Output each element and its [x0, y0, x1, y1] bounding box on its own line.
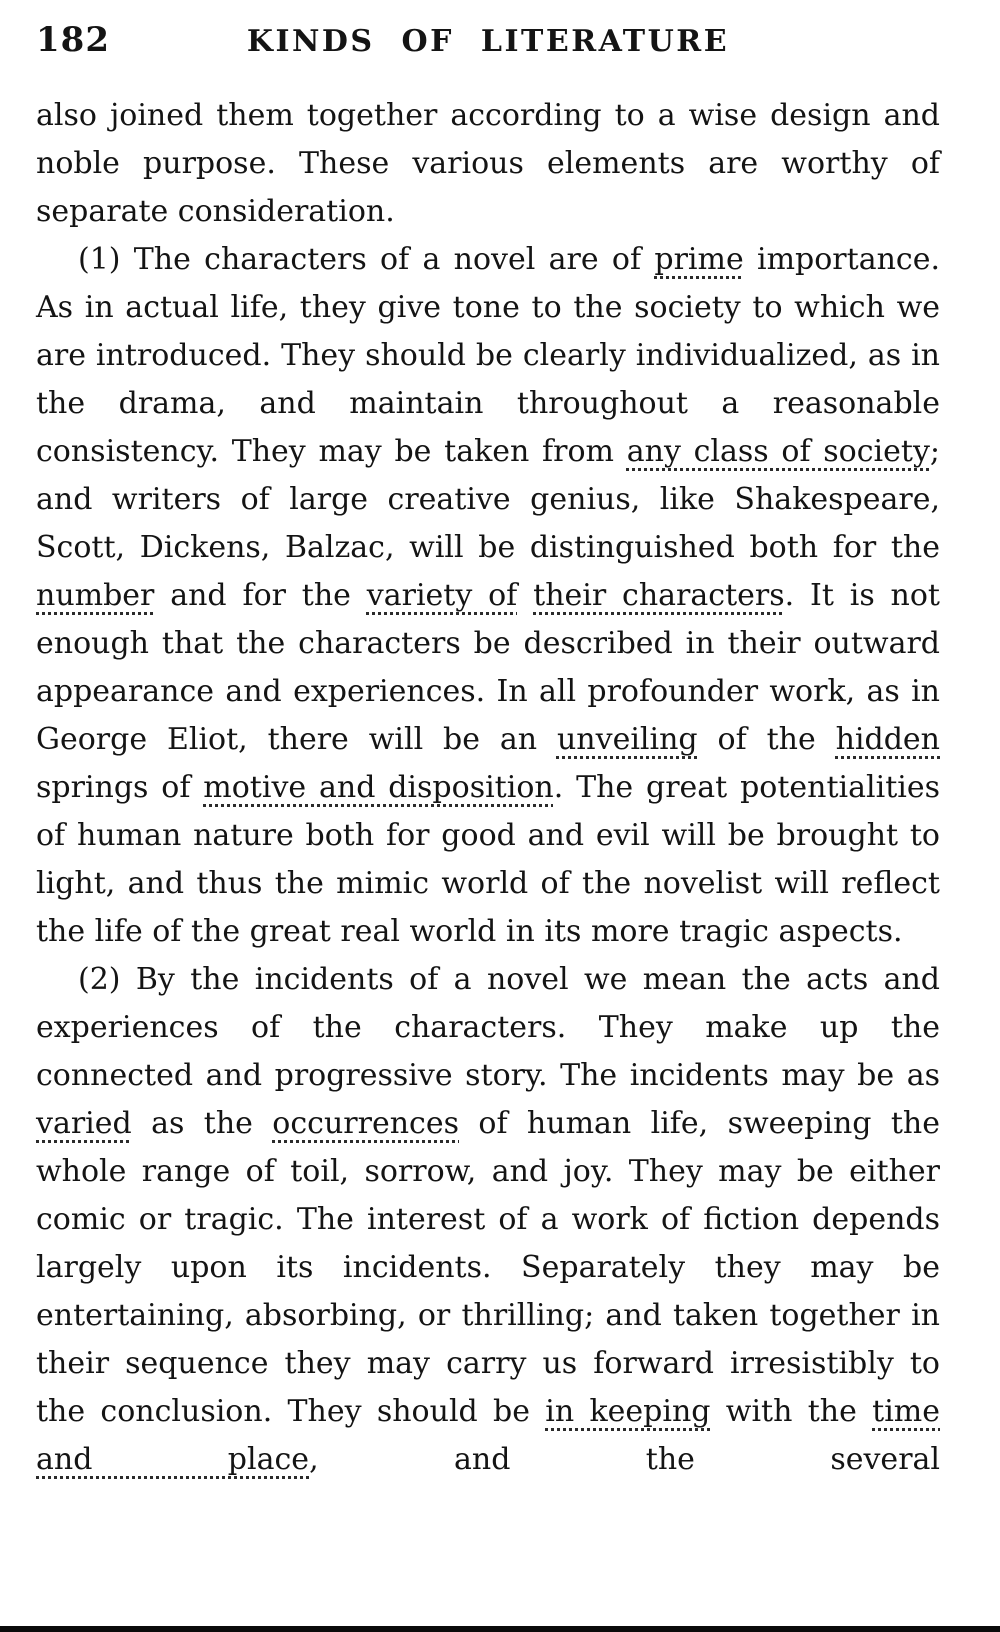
- pencil-underline: variety of: [366, 578, 518, 613]
- page-body: [36, 92, 940, 1484]
- pencil-underline: varied: [36, 1106, 132, 1141]
- pencil-underline: hidden: [835, 722, 940, 757]
- page-number: 182: [36, 20, 110, 60]
- running-header: [36, 14, 940, 70]
- pencil-underline: number: [36, 578, 155, 613]
- pencil-underline: prime: [654, 242, 744, 277]
- pencil-underline: in keeping: [545, 1394, 711, 1429]
- paragraph-incidents: (2) By the incidents of a novel we mean the acts and experiences of the characters. They make up the connected and progressive story. The incidents may be as varied as the occurrences of human life, sweeping the whole range of toil, sorrow, and joy. They may be either comic or tragic. The interest of a work of fiction depends largely upon its incidents. Separately they may be entertaining, absorbing, or thrilling; and taken together in their sequence they may carry us forward irresistibly to the conclusion. They should be in keeping with the time and place, and the several: [36, 962, 941, 1477]
- pencil-underline: occurrences: [272, 1106, 459, 1141]
- pencil-underline: any class of society: [626, 434, 930, 469]
- running-title: KINDS OF LITERATURE: [246, 24, 730, 59]
- pencil-underline: time and place: [36, 1394, 941, 1477]
- paragraph-continuation: also joined them together according to a wise design and noble purpose. These various elements are worthy of separate consideration.: [36, 98, 940, 229]
- scan-edge-artifact: [0, 1626, 1000, 1632]
- paragraph-characters: (1) The characters of a novel are of prime importance. As in actual life, they give tone to the society to which we are introduced. They should be clearly individualized, as in the drama, and maintain throughout a reasonable consistency. They may be taken from any class of society; and writers of large creative genius, like Shakespeare, Scott, Dickens, Balzac, will be distinguished both for the number and for the variety of their characters. It is not enough that the characters be described in their outward appearance and experiences. In all profounder work, as in George Eliot, there will be an unveiling of the hidden springs of motive and disposition. The great potentialities of human nature both for good and evil will be brought to light, and thus the mimic world of the novelist will reflect the life of the great real world in its more tragic aspects.: [36, 242, 940, 949]
- pencil-underline: motive and disposition: [203, 770, 554, 805]
- pencil-underline: unveiling: [556, 722, 698, 757]
- pencil-underline: their characters: [533, 578, 785, 613]
